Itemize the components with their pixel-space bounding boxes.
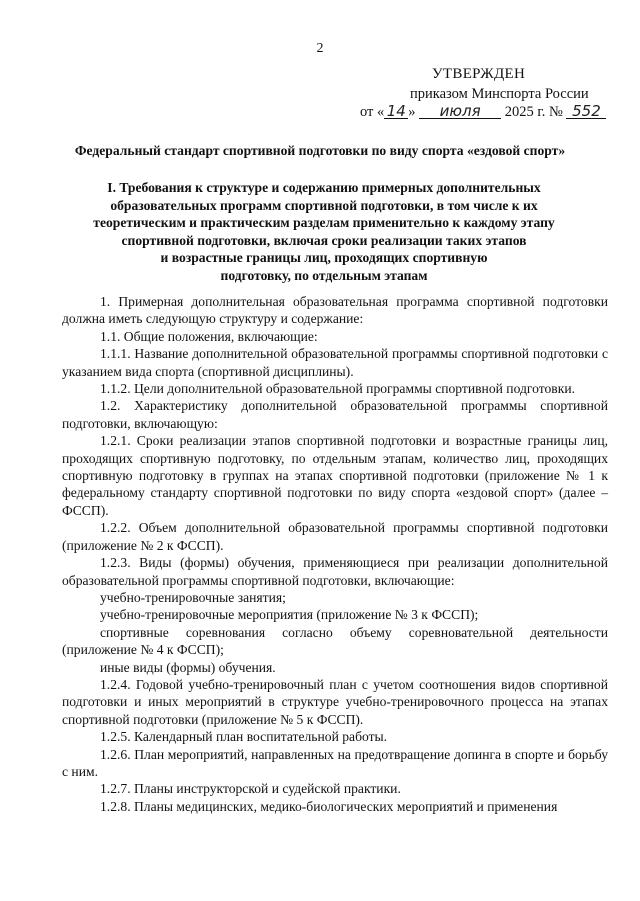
paragraph: 1.2.8. Планы медицинских, медико-биологических мероприятий и применения: [100, 798, 558, 814]
approval-date-line: [360, 104, 606, 121]
paragraph: иные виды (формы) обучения.: [100, 659, 276, 675]
paragraph: учебно-тренировочные мероприятия (приложение № 3 к ФССП);: [100, 607, 479, 623]
paragraph: 1.2.4. Годовой учебно-тренировочный план с учетом соотношения видов спортивной подготовки и иных мероприятий в структуре учебно-тренировочного процесса на этапах спортивной подготовки (приложение № 5 к ФССП).: [62, 676, 608, 727]
paragraph: 1.2.6. План мероприятий, направленных на предотвращение допинга в спорте и борьбу с ним.: [62, 746, 608, 779]
heading-line: спортивной подготовки, включая сроки реализации таких этапов: [121, 232, 527, 248]
paragraph: 1.1.2. Цели дополнительной образовательной программы спортивной подготовки.: [100, 381, 576, 397]
page-number: 2: [316, 41, 324, 56]
paragraph: 1.2.2. Объем дополнительной образовательной программы спортивной подготовки (приложение № 2 к ФССП).: [62, 520, 608, 553]
heading-line: подготовку, по отдельным этапам: [220, 267, 428, 283]
date-year: 2025 г. №: [504, 104, 563, 120]
paragraph: 1.2. Характеристику дополнительной образовательной программы спортивной подготовки, включающую:: [62, 398, 608, 431]
paragraph: спортивные соревнования согласно объему соревновательной деятельности (приложение № 4 к ФССП);: [62, 624, 608, 658]
heading-line: теоретическим и практическим разделам применительно к каждому этапу: [93, 215, 555, 231]
body-text: [62, 293, 608, 815]
date-day: 14: [384, 104, 408, 119]
date-quote-close: »: [408, 104, 416, 120]
paragraph: 1.1.1. Название дополнительной образовательной программы спортивной подготовки с указанием вида спорта (спортивной дисциплины).: [62, 346, 608, 379]
paragraph: учебно-тренировочные занятия;: [100, 589, 286, 605]
paragraph: 1.2.7. Планы инструкторской и судейской практики.: [100, 781, 401, 797]
paragraph: 1.2.5. Календарный план воспитательной работы.: [100, 729, 388, 745]
paragraph: 1. Примерная дополнительная образовательная программа спортивной подготовки должна иметь следующую структуру и содержание:: [62, 294, 608, 327]
section-heading: [40, 179, 608, 285]
heading-line: и возрастные границы лиц, проходящих спортивную: [160, 250, 488, 266]
paragraph: 1.2.3. Виды (формы) обучения, применяющиеся при реализации дополнительной образовательной программы спортивной подготовки, включающие:: [62, 555, 608, 588]
approval-title: УТВЕРЖДЕН: [432, 66, 526, 82]
heading-line: I. Требования к структуре и содержанию примерных дополнительных: [107, 180, 541, 195]
heading-line: образовательных программ спортивной подготовки, в том числе к их: [110, 197, 538, 213]
approval-issuer: приказом Минспорта России: [410, 86, 589, 102]
document-title: Федеральный стандарт спортивной подготовки по виду спорта «ездовой спорт»: [74, 143, 566, 158]
paragraph: 1.1. Общие положения, включающие:: [100, 328, 318, 344]
date-prefix: от «: [360, 104, 385, 120]
order-number: 552: [566, 104, 606, 119]
paragraph: 1.2.1. Сроки реализации этапов спортивной подготовки и возрастные границы лиц, проходящих спортивную подготовку, по отдельным этапам, количество лиц, проходящих спортивную подготовку в группах на этапах спортивной подготовки (приложение № 1 к федеральному стандарту спортивной подготовки по виду спорта «ездовой спорт» (далее – ФССП).: [62, 433, 608, 518]
date-month: июля: [419, 104, 501, 119]
